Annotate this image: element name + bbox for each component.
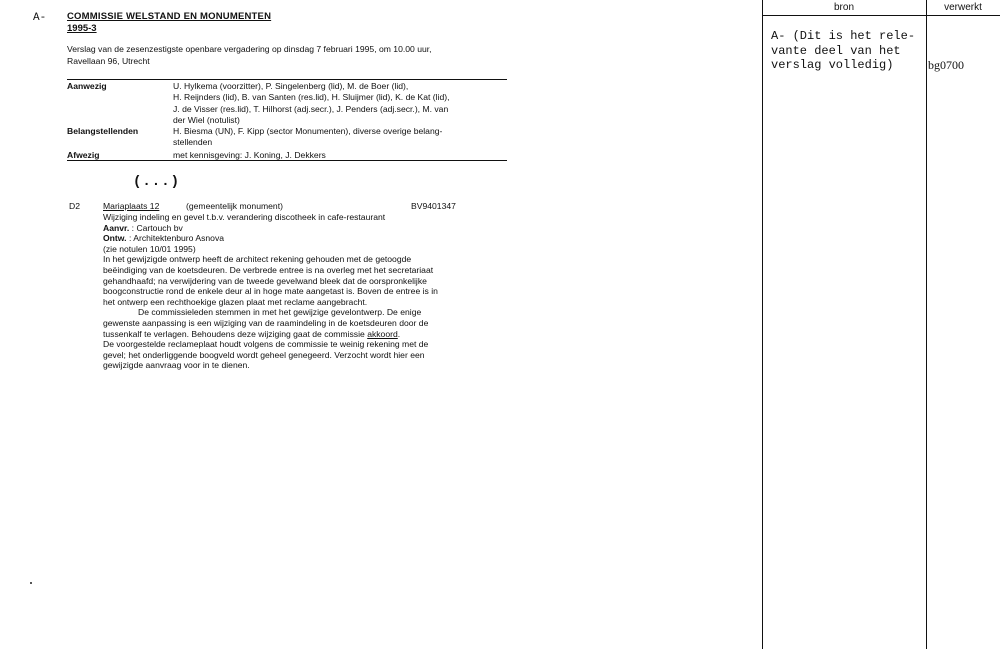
item-designer xyxy=(103,233,508,244)
paragraph-line: boogconstructie rond de enkele deur al in hoge mate aangetast is. Boven de entree is in xyxy=(103,286,438,297)
paragraph-line: De commissieleden stemmen in met het gewijzige gevelontwerp. De enige xyxy=(138,307,422,318)
meeting-intro xyxy=(67,44,517,67)
item-reference: BV9401347 xyxy=(411,201,456,211)
divider-top xyxy=(67,79,507,80)
item-body xyxy=(103,212,508,371)
paragraph-text: . xyxy=(397,328,401,339)
item-notes-ref: (zie notulen 10/01 1995) xyxy=(103,243,196,254)
attendance-line: H. Biesma (UN), F. Kipp (sector Monumenten), diverse overige belang- xyxy=(173,126,443,136)
attendance-present-list xyxy=(173,81,508,126)
item-applicant xyxy=(103,223,508,234)
paragraph-line: gevel; het onderliggende boogveld wordt geheel genegeerd. Verzocht wordt hier een xyxy=(103,349,425,360)
designer-value: : Architektenburo Asnova xyxy=(128,233,225,244)
paragraph-line: gehandhaafd; na verwijdering van de tweede gevelwand bleek dat de oorspronkelijke xyxy=(103,275,427,286)
attendance-line: stellenden xyxy=(173,137,213,148)
omission-ellipsis: (...) xyxy=(133,174,181,190)
paragraph-line: gewenste aanpassing is een wijziging van de raamindeling in de koetsdeuren door de xyxy=(103,317,429,328)
item-address: Mariaplaats 12 xyxy=(103,201,160,211)
applicant-label: Aanvr. xyxy=(103,222,130,233)
margin-label: A- xyxy=(33,12,47,24)
column-header-verwerkt: verwerkt xyxy=(944,2,982,13)
paragraph-line: het ontwerp een rechthoekige glazen plaat met reclame aangebracht. xyxy=(103,296,368,307)
paragraph-line: beëindiging van de koetsdeuren. De verbrede entree is na overleg met het secretariaat xyxy=(103,264,434,275)
attendance-label-present: Aanwezig xyxy=(67,81,107,91)
document-title: COMMISSIE WELSTAND EN MONUMENTEN xyxy=(67,11,272,22)
verwerkt-code: bg0700 xyxy=(928,58,964,72)
side-table-column-divider xyxy=(926,0,927,649)
paragraph-line: De voorgestelde reclameplaat houdt volgens de commissie te weinig rekening met de xyxy=(103,339,429,350)
attendance-line: H. Reijnders (lid), B. van Santen (res.lid), H. Sluijmer (lid), K. de Kat (lid), xyxy=(173,92,450,103)
paragraph-line: In het gewijzigde ontwerp heeft de architect rekening gehouden met de getoogde xyxy=(103,254,412,265)
intro-line: Verslag van de zesenzestigste openbare vergadering op dinsdag 7 februari 1995, om 10.00 uur, xyxy=(67,44,432,54)
applicant-value: : Cartouch bv xyxy=(131,222,183,233)
attendance-label-absent: Afwezig xyxy=(67,150,100,160)
decision-akkoord: akkoord xyxy=(367,328,398,339)
document-number: 1995-3 xyxy=(67,23,97,34)
paragraph-line: gewijzigde aanvraag voor in te dienen. xyxy=(103,360,250,371)
scan-speck xyxy=(30,582,32,584)
divider-bottom xyxy=(67,160,507,161)
attendance-interested-list xyxy=(173,126,508,149)
item-code: D2 xyxy=(69,201,80,211)
designer-label: Ontw. xyxy=(103,233,127,244)
bron-note: A- (Dit is het rele- vante deel van het verslag volledig) xyxy=(771,29,916,72)
side-table xyxy=(762,0,1000,649)
attendance-line: met kennisgeving: J. Koning, J. Dekkers xyxy=(173,150,326,160)
column-header-bron: bron xyxy=(833,2,854,13)
paragraph-text: tussenkalf te verlagen. Behoudens deze wijziging gaat de commissie xyxy=(103,328,365,339)
item-type: (gemeentelijk monument) xyxy=(186,201,283,211)
attendance-line: J. de Visser (res.lid), T. Hilhorst (adj.secr.), J. Penders (adj.secr.), M. van xyxy=(173,103,449,114)
attendance-line: der Wiel (notulist) xyxy=(173,114,240,125)
attendance-line: U. Hylkema (voorzitter), P. Singelenberg (lid), M. de Boer (lid), xyxy=(173,81,409,91)
paragraph-line xyxy=(103,329,508,340)
intro-line: Ravellaan 96, Utrecht xyxy=(67,55,150,66)
side-table-header-rule xyxy=(762,15,1000,16)
item-subject: Wijziging indeling en gevel t.b.v. verandering discotheek in cafe-restaurant xyxy=(103,212,386,222)
attendance-label-interested: Belangstellenden xyxy=(67,126,139,136)
